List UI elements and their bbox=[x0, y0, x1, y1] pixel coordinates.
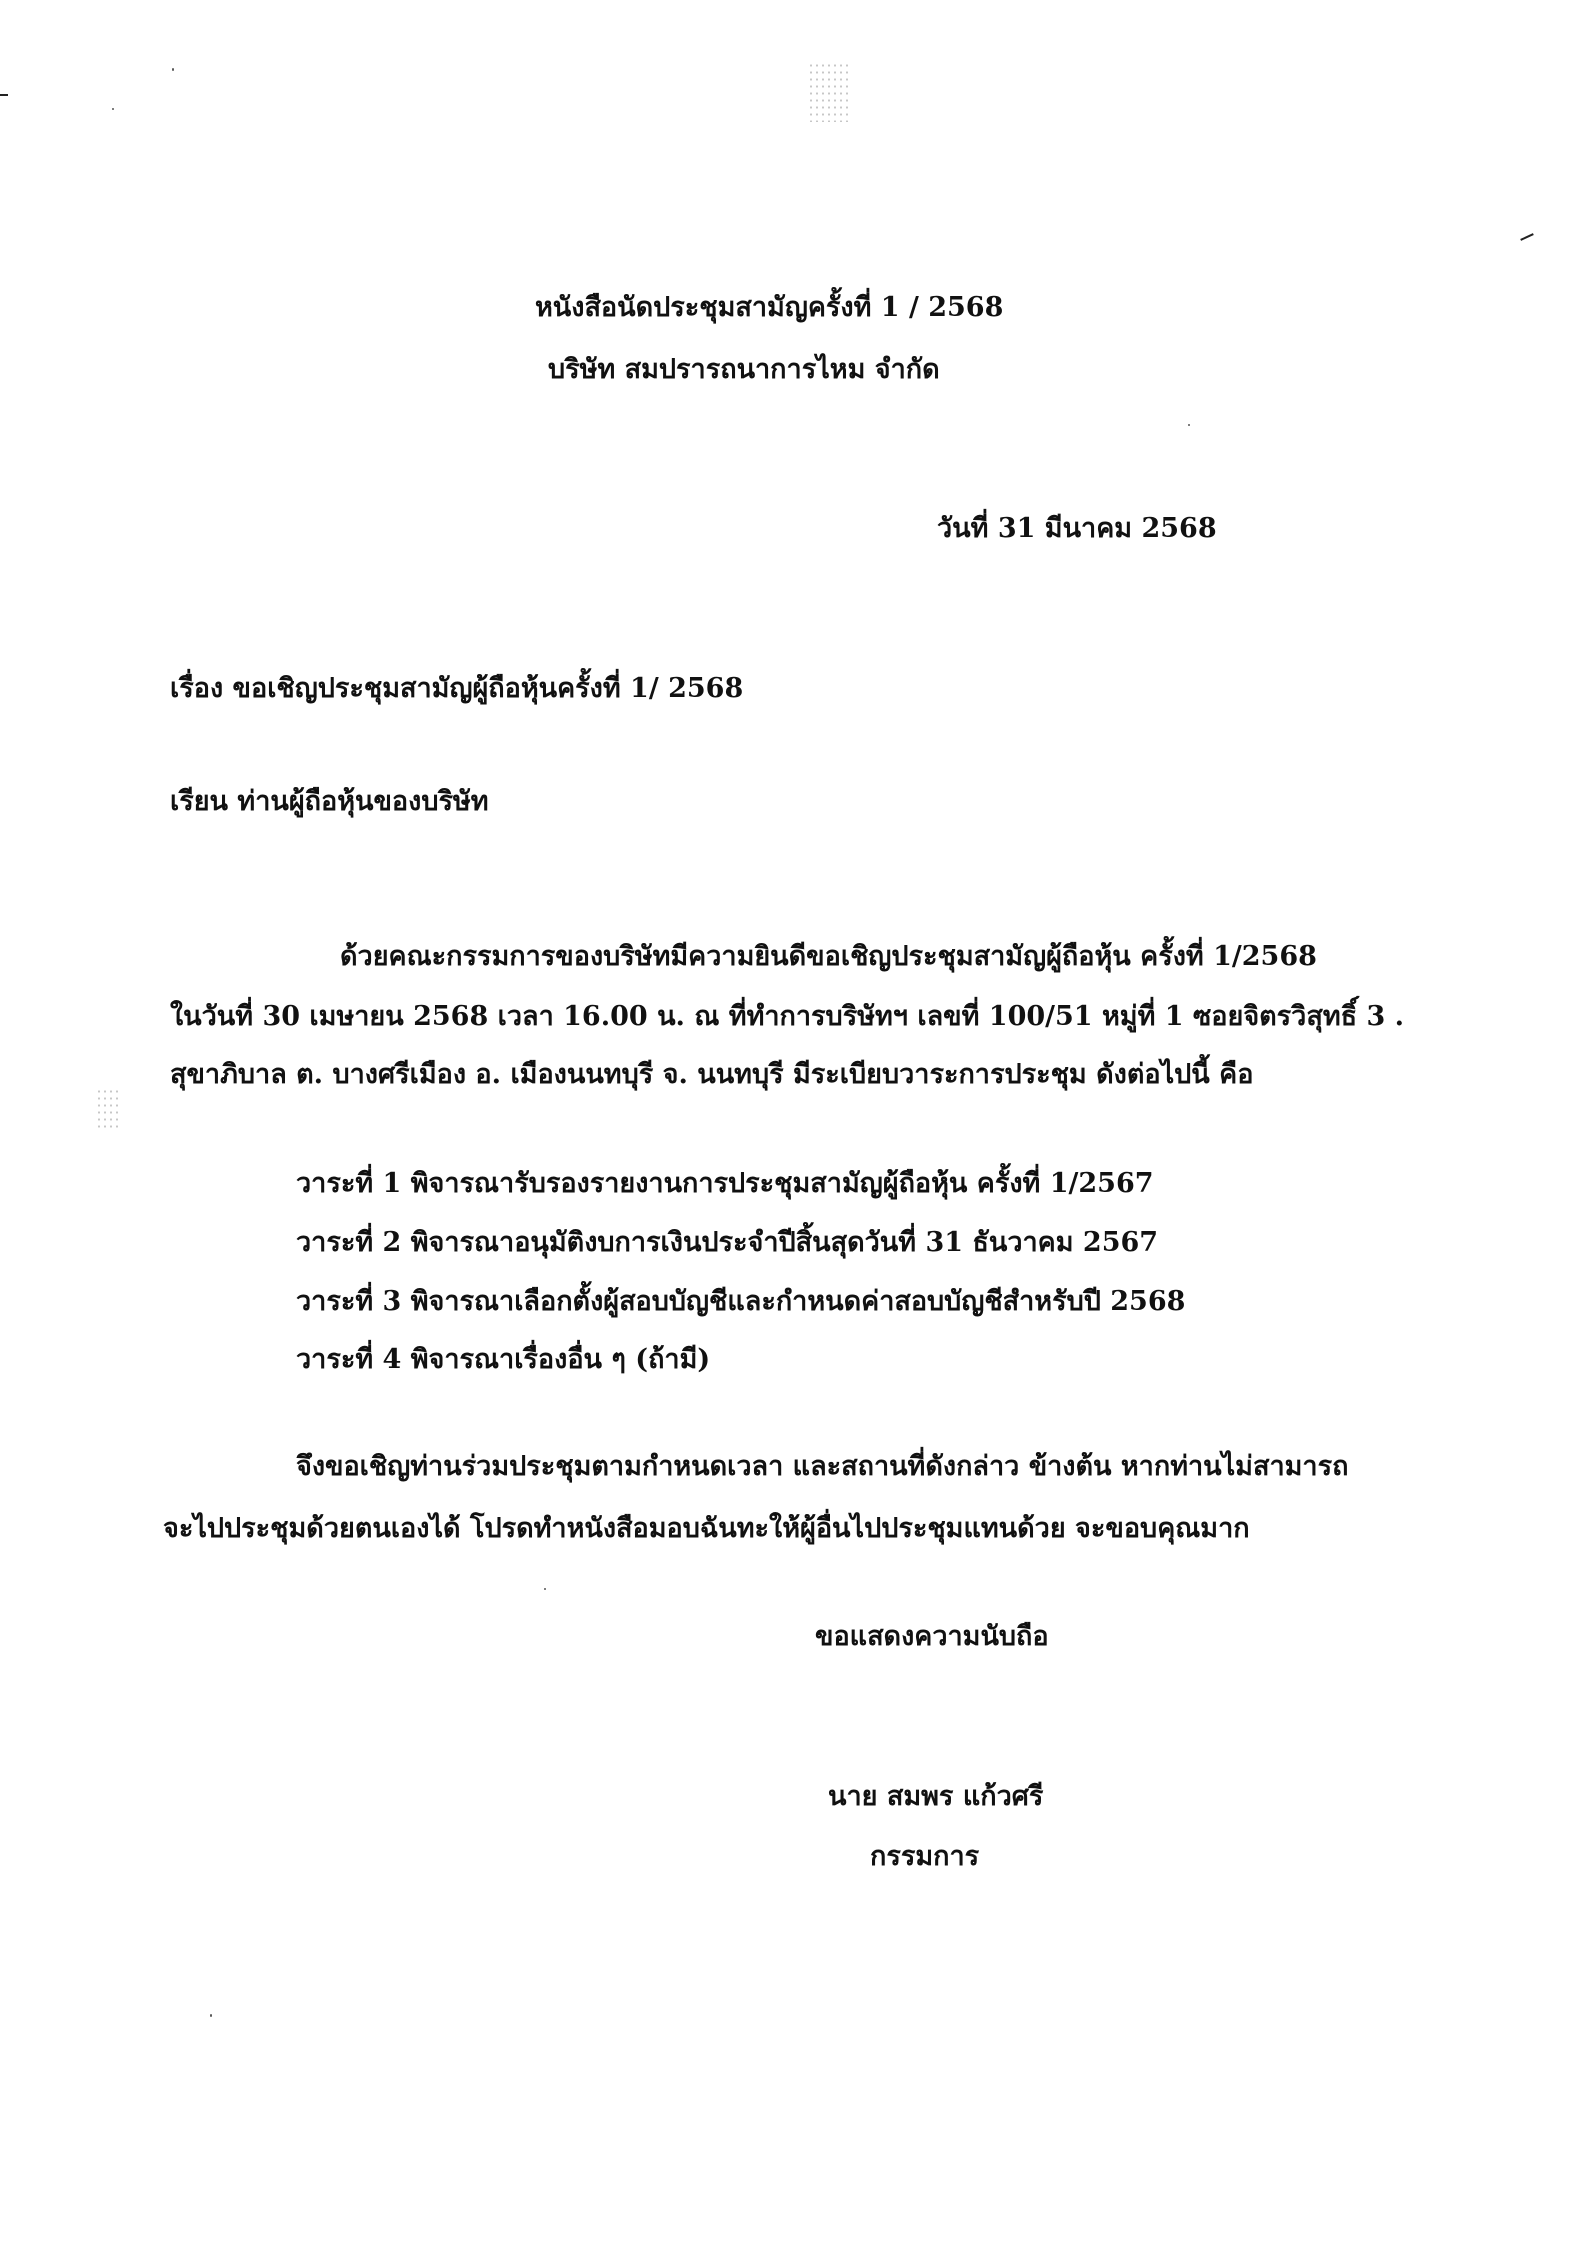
body-line-2: ในวันที่ 30 เมษายน 2568 เวลา 16.00 น. ณ ที่ทำการบริษัทฯ เลขที่ 100/51 หมู่ที่ 1 ซอยจิตรวิสุทธิ์ 3 . bbox=[170, 1001, 1405, 1032]
addressee-line: เรียน ท่านผู้ถือหุ้นของบริษัท bbox=[170, 786, 489, 817]
signatory-title: กรรมการ bbox=[870, 1841, 980, 1872]
scan-speck bbox=[1188, 424, 1190, 426]
scan-speck bbox=[172, 68, 174, 71]
closing-line-2: จะไปประชุมด้วยตนเองได้ โปรดทำหนังสือมอบฉันทะให้ผู้อื่นไปประชุมแทนด้วย จะขอบคุณมาก bbox=[163, 1513, 1250, 1544]
body-line-3: สุขาภิบาล ต. บางศรีเมือง อ. เมืองนนทบุรี จ. นนทบุรี มีระเบียบวาระการประชุม ดังต่อไปนี้ คือ bbox=[170, 1059, 1254, 1090]
regards-line: ขอแสดงความนับถือ bbox=[815, 1621, 1049, 1652]
agenda-item-3: วาระที่ 3 พิจารณาเลือกตั้งผู้สอบบัญชีและกำหนดค่าสอบบัญชีสำหรับปี 2568 bbox=[296, 1286, 1186, 1317]
agenda-item-1: วาระที่ 1 พิจารณารับรองรายงานการประชุมสามัญผู้ถือหุ้น ครั้งที่ 1/2567 bbox=[296, 1168, 1154, 1199]
scan-speck bbox=[210, 2014, 212, 2017]
body-line-1: ด้วยคณะกรรมการของบริษัทมีความยินดีขอเชิญประชุมสามัญผู้ถือหุ้น ครั้งที่ 1/2568 bbox=[340, 941, 1317, 972]
document-date: วันที่ 31 มีนาคม 2568 bbox=[937, 513, 1217, 544]
scan-noise bbox=[808, 62, 848, 122]
scan-speck bbox=[112, 108, 114, 110]
scan-speck bbox=[544, 1588, 546, 1590]
scan-mark bbox=[0, 94, 8, 96]
company-name: บริษัท สมปรารถนาการไหม จำกัด bbox=[548, 354, 940, 385]
scan-noise bbox=[96, 1088, 122, 1128]
document-title: หนังสือนัดประชุมสามัญครั้งที่ 1 / 2568 bbox=[535, 292, 1004, 323]
agenda-item-4: วาระที่ 4 พิจารณาเรื่องอื่น ๆ (ถ้ามี) bbox=[296, 1344, 711, 1375]
closing-line-1: จึงขอเชิญท่านร่วมประชุมตามกำหนดเวลา และสถานที่ดังกล่าว ข้างต้น หากท่านไม่สามารถ bbox=[296, 1451, 1349, 1482]
agenda-item-2: วาระที่ 2 พิจารณาอนุมัติงบการเงินประจำปีสิ้นสุดวันที่ 31 ธันวาคม 2567 bbox=[296, 1227, 1159, 1258]
scan-mark bbox=[1520, 233, 1534, 241]
subject-line: เรื่อง ขอเชิญประชุมสามัญผู้ถือหุ้นครั้งที่ 1/ 2568 bbox=[170, 673, 744, 704]
signatory-name: นาย สมพร แก้วศรี bbox=[828, 1781, 1044, 1812]
